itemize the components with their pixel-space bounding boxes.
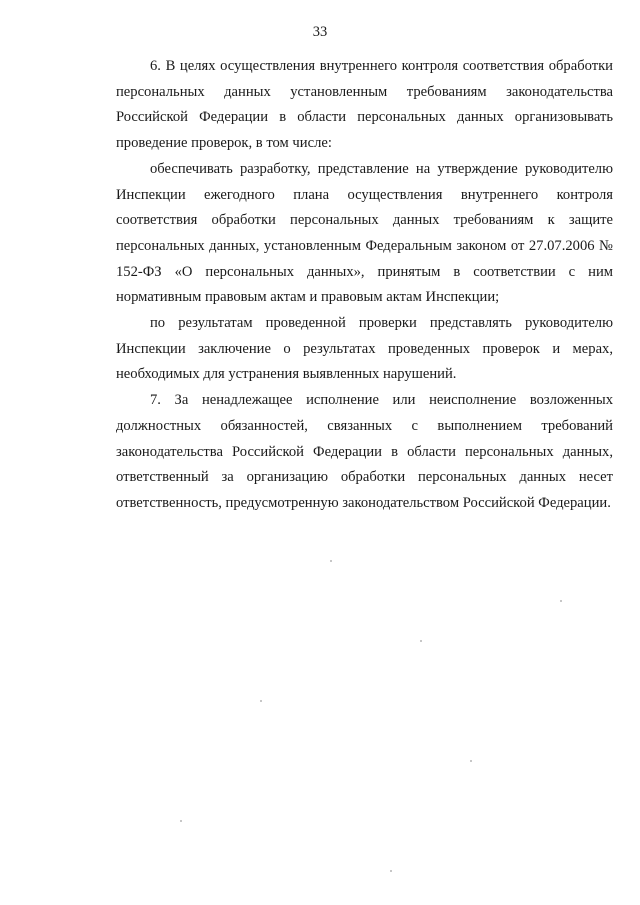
scan-speck	[390, 870, 392, 872]
scan-speck	[560, 600, 562, 602]
document-body	[116, 54, 613, 517]
page-number: 33	[312, 24, 328, 40]
paragraph-6-item-2: по результатам проведенной проверки представлять руководителю Инспекции заключение о результатах проведенных проверок и мерах, необходимых для устранения выявленных нарушений.	[116, 315, 613, 383]
scan-speck	[330, 560, 332, 562]
scan-speck	[260, 700, 262, 702]
paragraph-7: 7. За ненадлежащее исполнение или неисполнение возложенных должностных обязанностей, связанных с выполнением требований законодательства Российской Федерации в области персональных данных, ответственный за организацию обработки персональных данных несет ответственность, предусмотренную законодательством Российской Федерации.	[116, 392, 613, 511]
scan-speck	[470, 760, 472, 762]
paragraph-6-item-1: обеспечивать разработку, представление на утверждение руководителю Инспекции ежегодного плана осуществления внутреннего контроля соответствия обработки персональных данных требованиям к защите персональных данных, установленным Федеральным законом от 27.07.2006 № 152-ФЗ «О персональных данных», принятым в соответствии с ним нормативным правовым актам и правовым актам Инспекции;	[116, 160, 613, 306]
scan-speck	[420, 640, 422, 642]
paragraph-6: 6. В целях осуществления внутреннего контроля соответствия обработки персональных данных установленным требованиям законодательства Российской Федерации в области персональных данных организовывать проведение проверок, в том числе:	[116, 58, 613, 152]
scan-speck	[180, 820, 182, 822]
